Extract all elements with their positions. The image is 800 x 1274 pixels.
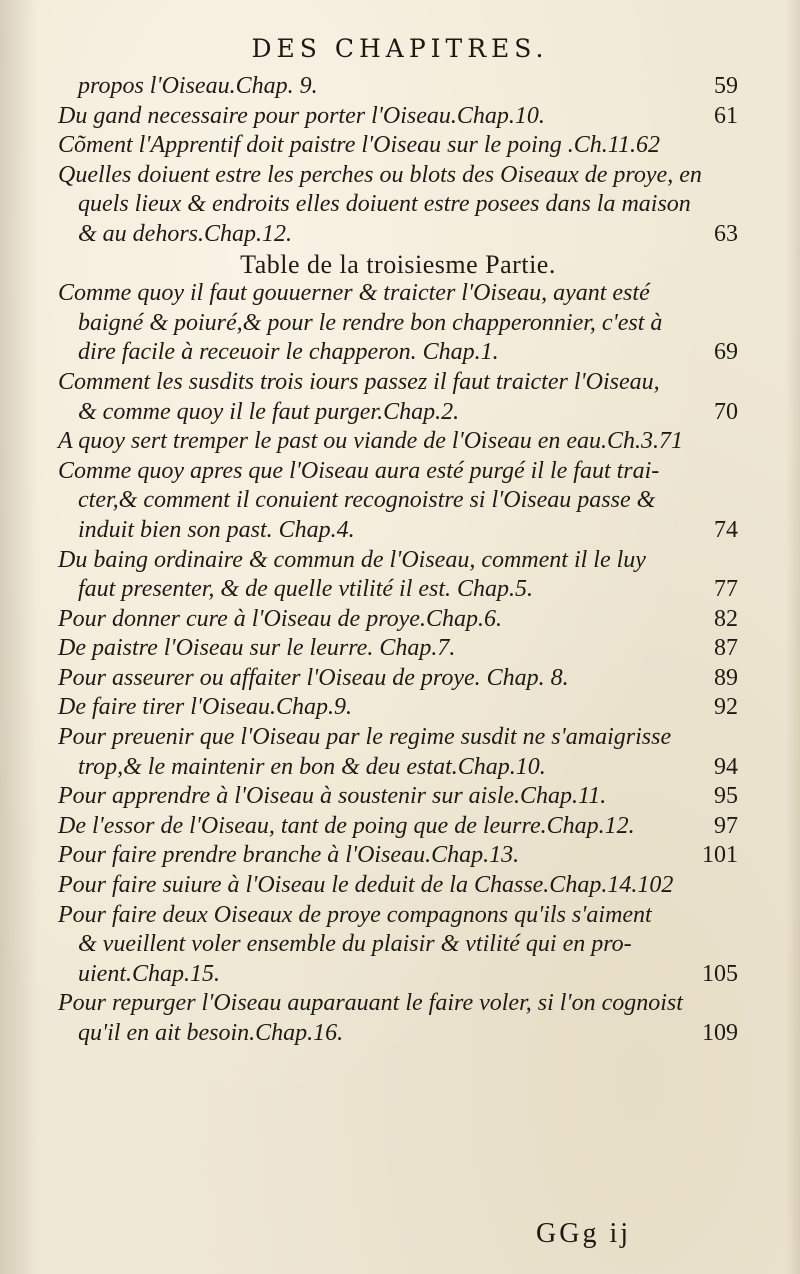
toc-entry <box>58 812 738 842</box>
toc-entry-text: Pour faire prendre branche à l'Oiseau.Chap.13. <box>58 842 520 869</box>
toc-entry-text: Pour asseurer ou affaiter l'Oiseau de proye. Chap. 8. <box>58 664 569 691</box>
toc-entry <box>58 575 738 605</box>
toc-entry <box>58 664 738 694</box>
toc-entry-text: Pour repurger l'Oiseau auparauant le faire voler, si l'on cognoist <box>58 990 683 1017</box>
toc-entry-text: dire facile à receuoir le chapperon. Chap.1. <box>78 339 499 366</box>
toc-page-number: 97 <box>714 812 738 839</box>
toc-entry <box>58 279 738 309</box>
toc-page-number: 59 <box>714 73 738 99</box>
toc-entry-text: quels lieux & endroits elles doiuent estre posees dans la maison <box>78 191 691 218</box>
toc-entry-text: De faire tirer l'Oiseau.Chap.9. <box>58 694 352 721</box>
toc-entry-text: induit bien son past. Chap.4. <box>78 516 355 543</box>
toc-entry <box>58 782 738 812</box>
toc-page-number: 109 <box>702 1020 738 1046</box>
toc-entry <box>58 841 738 871</box>
toc-page-number: 63 <box>714 220 738 247</box>
toc-page-number: 89 <box>714 664 738 691</box>
toc-page-number: 94 <box>714 753 738 780</box>
toc-entry <box>58 161 738 191</box>
toc-entry <box>58 486 738 516</box>
toc-entry <box>58 901 738 931</box>
toc-page-number: 82 <box>714 605 738 632</box>
toc-entry <box>58 398 738 428</box>
toc-entry <box>58 102 738 132</box>
toc-entry-text: Cõment l'Apprentif doit paistre l'Oiseau sur le poing .Ch.11.62 <box>58 132 661 159</box>
toc-page-number: 105 <box>702 960 738 987</box>
toc-entry-text: baigné & poiuré,& pour le rendre bon chapperonnier, c'est à <box>78 309 663 336</box>
toc-entry-text: Pour preuenir que l'Oiseau par le regime susdit ne s'amaigrisse <box>58 724 672 751</box>
toc-entry <box>58 634 738 664</box>
toc-entry <box>58 960 738 990</box>
toc-page-number: 74 <box>714 516 738 543</box>
toc-entry-text: uient.Chap.15. <box>78 960 220 987</box>
toc-entry <box>58 427 738 457</box>
signature-mark: GGg ij <box>536 1218 631 1249</box>
toc-entry <box>58 989 738 1019</box>
gutter-shadow <box>0 0 38 1274</box>
toc-entry <box>58 309 738 339</box>
toc-entry-text: De paistre l'Oiseau sur le leurre. Chap.7. <box>58 635 456 662</box>
toc-entry <box>58 368 738 398</box>
toc-entry-text: Comment les susdits trois iours passez il faut traicter l'Oiseau, <box>58 368 660 395</box>
toc-entry <box>58 72 738 102</box>
toc-entry-text: A quoy sert tremper le past ou viande de l'Oiseau en eau.Ch.3.71 <box>58 428 684 455</box>
toc-entry-text: & vueillent voler ensemble du plaisir & vtilité qui en pro- <box>78 931 632 958</box>
toc-entry-text: propos l'Oiseau.Chap. 9. <box>78 73 318 99</box>
toc-entry-text: & au dehors.Chap.12. <box>78 220 293 247</box>
toc-page-number: 92 <box>714 694 738 721</box>
toc-page-number: 69 <box>714 339 738 366</box>
toc-entry-text: Pour faire suiure à l'Oiseau le deduit de la Chasse.Chap.14.102 <box>58 872 674 899</box>
toc-entry-text: Du gand necessaire pour porter l'Oiseau.Chap.10. <box>58 102 545 129</box>
toc-entry-text: Pour donner cure à l'Oiseau de proye.Chap.6. <box>58 605 502 632</box>
toc-entry-text: Quelles doiuent estre les perches ou blots des Oiseaux de proye, en <box>58 161 702 188</box>
toc-entry-text: cter,& comment il conuient recognoistre si l'Oiseau passe & <box>78 487 656 514</box>
toc-page-number: 61 <box>714 102 738 129</box>
toc-entry <box>58 753 738 783</box>
toc-entry-text: De l'essor de l'Oiseau, tant de poing que de leurre.Chap.12. <box>58 812 635 839</box>
toc-entry <box>58 220 738 250</box>
toc-page-number: 95 <box>714 783 738 810</box>
toc-entry-text: Pour faire deux Oiseaux de proye compagnons qu'ils s'aiment <box>58 901 652 928</box>
toc-entry <box>58 516 738 546</box>
toc-entry <box>58 338 738 368</box>
toc-page-number: 70 <box>714 398 738 425</box>
page-edge-shadow <box>786 0 800 1274</box>
toc-page-number: 77 <box>714 576 738 603</box>
toc-entry <box>58 723 738 753</box>
running-header: DES CHAPITRES. <box>251 34 549 63</box>
toc-entry-text: faut presenter, & de quelle vtilité il est. Chap.5. <box>78 576 534 603</box>
toc-entry-text: Pour apprendre à l'Oiseau à soustenir sur aisle.Chap.11. <box>58 783 607 810</box>
toc-entry-text: trop,& le maintenir en bon & deu estat.Chap.10. <box>78 753 546 780</box>
toc-entry <box>58 131 738 161</box>
toc-entry <box>58 930 738 960</box>
toc-entry-text: Du baing ordinaire & commun de l'Oiseau, comment il le luy <box>58 546 646 573</box>
toc-entry <box>58 693 738 723</box>
toc-entry-text: & comme quoy il le faut purger.Chap.2. <box>78 398 460 425</box>
toc-entry-text: qu'il en ait besoin.Chap.16. <box>78 1020 344 1046</box>
toc-entry <box>58 871 738 901</box>
toc-entry <box>58 457 738 487</box>
table-of-contents <box>58 72 738 1049</box>
toc-page-number: 87 <box>714 635 738 662</box>
toc-entry-text: Table de la troisiesme Partie. <box>240 249 556 279</box>
toc-page-number: 101 <box>702 842 738 869</box>
toc-entry <box>58 546 738 576</box>
toc-entry <box>58 605 738 635</box>
toc-entry <box>58 190 738 220</box>
section-heading <box>58 250 738 280</box>
toc-entry-text: Comme quoy apres que l'Oiseau aura esté purgé il le faut trai- <box>58 457 660 484</box>
toc-entry <box>58 1019 738 1049</box>
toc-entry-text: Comme quoy il faut gouuerner & traicter l'Oiseau, ayant esté <box>58 280 650 307</box>
